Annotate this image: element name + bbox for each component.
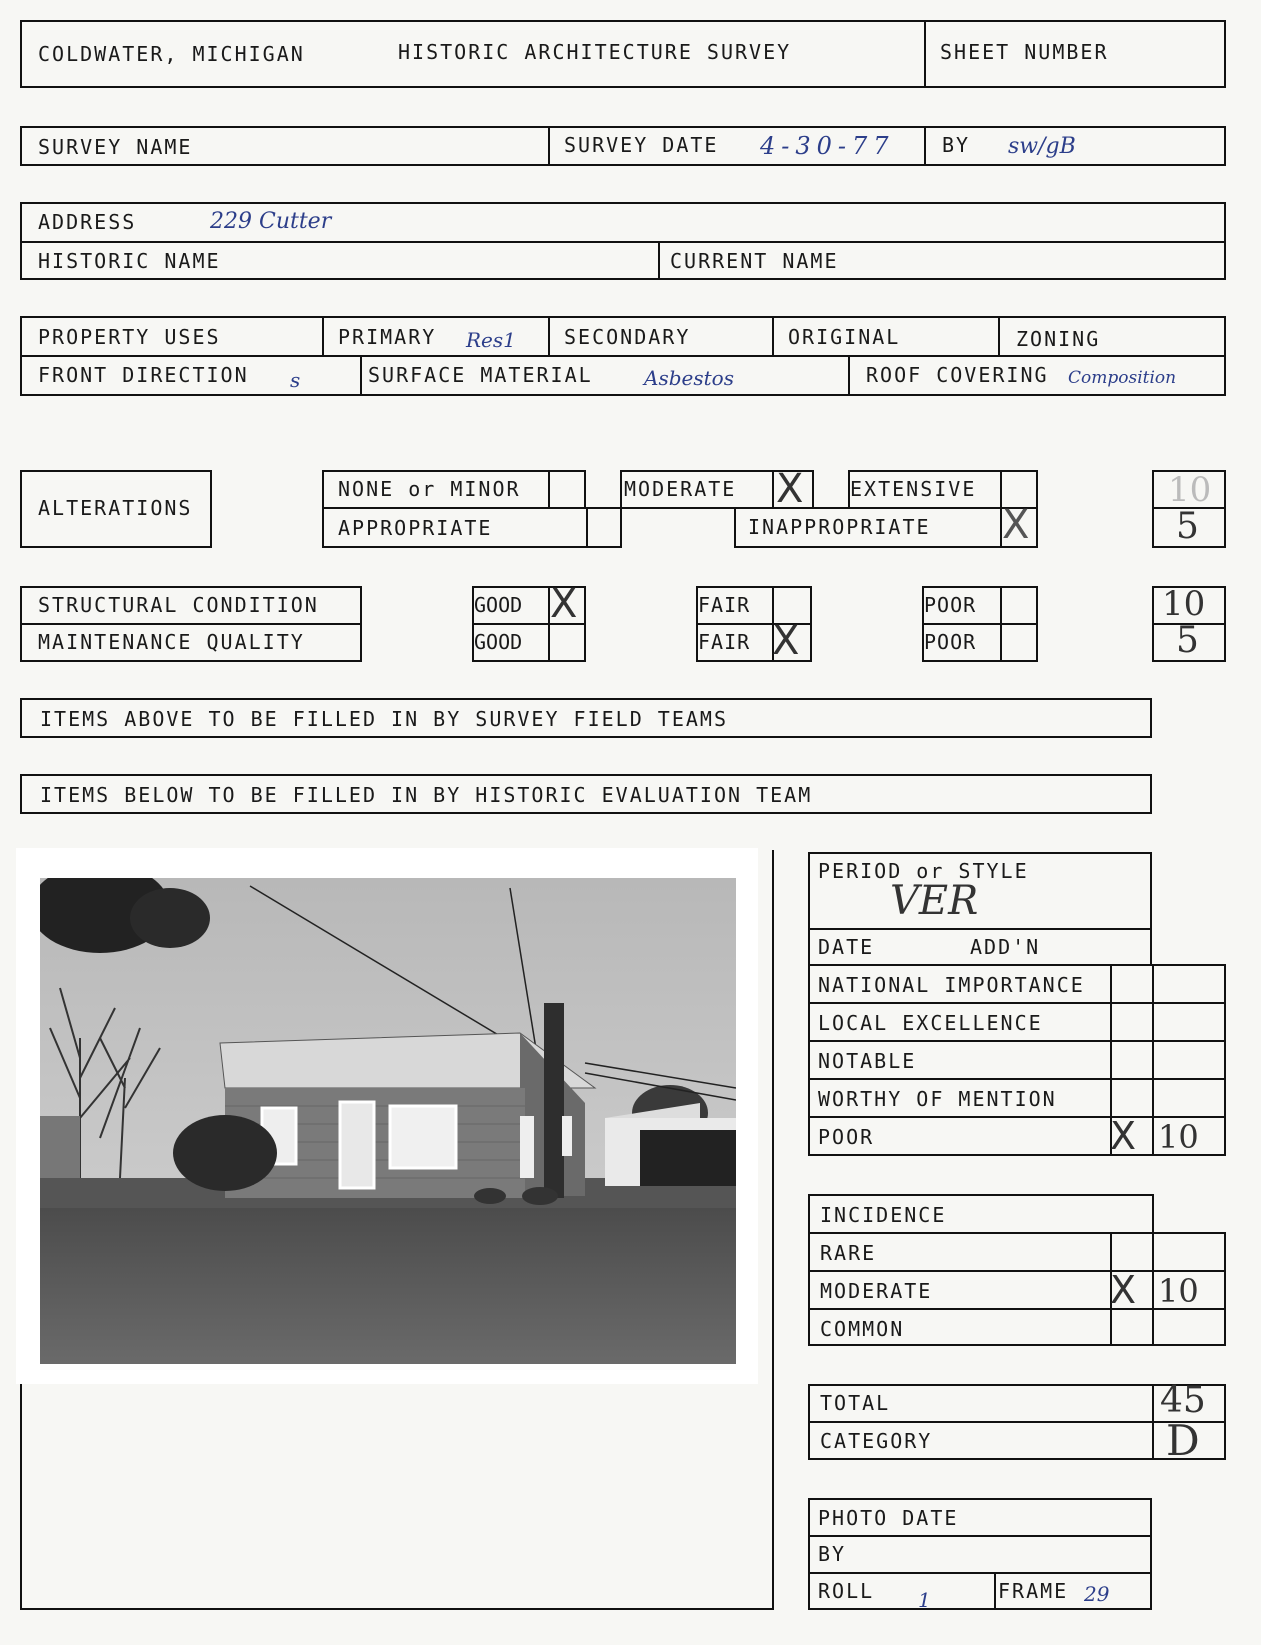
secondary-label: SECONDARY <box>564 325 691 349</box>
incidence-label: INCIDENCE <box>820 1203 947 1227</box>
alt-moderate-label: MODERATE <box>624 477 737 501</box>
incidence-moderate-score: 10 <box>1158 1272 1199 1310</box>
primary-value: Res1 <box>466 328 516 352</box>
total-label: TOTAL <box>820 1391 891 1415</box>
maintenance-score: 5 <box>1176 620 1199 661</box>
surface-material-label: SURFACE MATERIAL <box>368 363 593 387</box>
structural-fair-label: FAIR <box>698 593 751 617</box>
primary-label: PRIMARY <box>338 325 437 349</box>
header-title: HISTORIC ARCHITECTURE SURVEY <box>398 40 792 64</box>
note-below: ITEMS BELOW TO BE FILLED IN BY HISTORIC EVALUATION TEAM <box>40 783 813 807</box>
category-value: D <box>1166 1416 1200 1465</box>
frame-label: FRAME <box>998 1579 1069 1603</box>
period-label: PERIOD or STYLE <box>818 859 1029 883</box>
alt-none-minor-label: NONE or MINOR <box>338 477 521 501</box>
maintenance-fair-check: X <box>772 618 800 664</box>
survey-date-value: 4-30-77 <box>760 132 895 160</box>
addn-label: ADD'N <box>970 935 1041 959</box>
total-value: 45 <box>1160 1380 1206 1421</box>
surface-material-value: Asbestos <box>644 366 734 390</box>
maintenance-fair-label: FAIR <box>698 630 751 654</box>
structural-score: 10 <box>1162 584 1206 624</box>
eval-date-label: DATE <box>818 935 875 959</box>
structural-poor-label: POOR <box>924 593 977 617</box>
roll-label: ROLL <box>818 1579 875 1603</box>
zoning-label: ZONING <box>1016 327 1101 351</box>
alt-inappropriate-label: INAPPROPRIATE <box>748 515 931 539</box>
photo-by-label: BY <box>818 1542 847 1566</box>
period-value: VER <box>890 878 979 924</box>
roll-value: 1 <box>918 1588 931 1612</box>
alt-score-top: 10 <box>1168 470 1212 510</box>
original-label: ORIGINAL <box>788 325 901 349</box>
front-direction-label: FRONT DIRECTION <box>38 363 249 387</box>
alterations-label: ALTERATIONS <box>38 496 193 520</box>
current-name-label: CURRENT NAME <box>670 249 839 273</box>
photo-date-label: PHOTO DATE <box>818 1506 959 1530</box>
roof-covering-value: Composition <box>1068 368 1177 388</box>
eval-row-poor: POOR <box>818 1125 875 1149</box>
incidence-rare: RARE <box>820 1241 877 1265</box>
incidence-moderate: MODERATE <box>820 1279 933 1303</box>
maintenance-good-label: GOOD <box>474 630 523 654</box>
maintenance-quality-label: MAINTENANCE QUALITY <box>38 630 305 654</box>
survey-date-label: SURVEY DATE <box>564 133 719 157</box>
eval-poor-score: 10 <box>1158 1118 1199 1156</box>
frame-value: 29 <box>1084 1582 1110 1606</box>
survey-by-value: sw/gB <box>1008 134 1076 159</box>
eval-row-worthy: WORTHY OF MENTION <box>818 1087 1057 1111</box>
eval-row-local: LOCAL EXCELLENCE <box>818 1011 1043 1035</box>
front-direction-value: s <box>290 368 301 392</box>
alt-extensive-label: EXTENSIVE <box>850 477 977 501</box>
structural-condition-label: STRUCTURAL CONDITION <box>38 593 319 617</box>
sheet-number-label: SHEET NUMBER <box>940 40 1109 64</box>
incidence-common: COMMON <box>820 1317 905 1341</box>
eval-row-notable: NOTABLE <box>818 1049 917 1073</box>
note-above: ITEMS ABOVE TO BE FILLED IN BY SURVEY FIELD TEAMS <box>40 707 729 731</box>
structural-good-check: X <box>550 581 578 627</box>
maintenance-poor-label: POOR <box>924 630 977 654</box>
eval-poor-check: X <box>1110 1114 1137 1158</box>
property-uses-label: PROPERTY USES <box>38 325 221 349</box>
roof-covering-label: ROOF COVERING <box>866 363 1049 387</box>
address-label: ADDRESS <box>38 210 137 234</box>
survey-by-label: BY <box>942 133 971 157</box>
structural-good-label: GOOD <box>474 593 523 617</box>
address-value: 229 Cutter <box>210 209 332 234</box>
incidence-moderate-check: X <box>1110 1268 1137 1312</box>
header-city: COLDWATER, MICHIGAN <box>38 42 305 66</box>
eval-row-national: NATIONAL IMPORTANCE <box>818 973 1085 997</box>
category-label: CATEGORY <box>820 1429 933 1453</box>
house-photo <box>40 878 736 1364</box>
historic-name-label: HISTORIC NAME <box>38 249 221 273</box>
alt-appropriate-label: APPROPRIATE <box>338 516 493 540</box>
alt-inappropriate-check: X <box>1002 502 1030 548</box>
alt-moderate-check: X <box>776 466 804 512</box>
survey-name-label: SURVEY NAME <box>38 135 193 159</box>
alt-score-bottom: 5 <box>1176 506 1199 547</box>
